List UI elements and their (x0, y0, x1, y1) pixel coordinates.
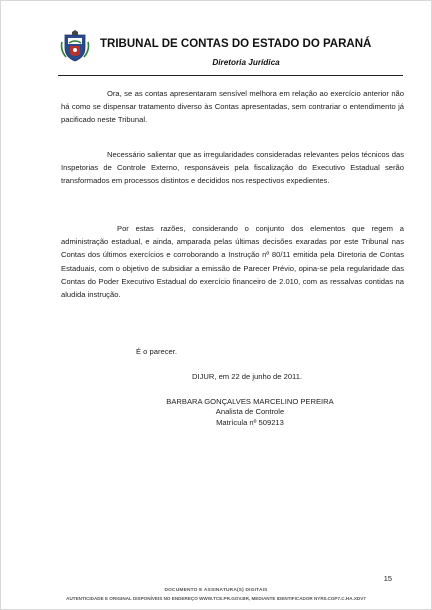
signatory-registration: Matrícula nº 509213 (216, 417, 284, 427)
signature-block (150, 397, 350, 428)
header-title: TRIBUNAL DE CONTAS DO ESTADO DO PARANÁ (100, 38, 372, 50)
closing-statement: É o parecer. (136, 347, 177, 356)
header-subtitle: Diretoria Jurídica (212, 58, 280, 67)
footer-authenticity-note: AUTENTICIDADE E ORIGINAL DISPONÍVEIS NO ENDEREÇO WWW.TCE.PR.GOV.BR, MEDIANTE IDENTIFICADOR NYR0.CGP7.C.HA.XDV7 (66, 596, 366, 601)
signatory-name: BARBARA GONÇALVES MARCELINO PEREIRA (166, 397, 334, 406)
page-number: 15 (383, 574, 392, 583)
paragraph-2: Necessário salientar que as irregularidades consideradas relevantes pelos técnicos das Inspetorias de Controle Externo, responsáveis pela fiscalização do Executivo Estadual serão transformados em processos distintos e decididos nos respectivos expedientes. (61, 150, 404, 186)
date-line: DIJUR, em 22 de junho de 2011. (192, 372, 303, 381)
header-divider (58, 75, 403, 76)
paragraph-1: Ora, se as contas apresentaram sensível melhora em relação ao exercício anterior não há como se dispensar tratamento diverso às Contas apresentadas, sem contrariar o entendimento já pacificado neste Tribunal. (61, 89, 404, 125)
footer-digital-signature-note: DOCUMENTO E ASSINATURA(S) DIGITAIS (164, 588, 268, 593)
paragraph-3: Por estas razões, considerando o conjunto dos elementos que regem a administração estadual, e ainda, amparada pelas últimas decisões exaradas por este Tribunal nas Contas dos últimos exercícios e corroborando a Instrução nº 80/11 emitida pela Diretoria de Contas Estaduais, com o objetivo de subsidiar a emissão de Parecer Prévio, opina-se pela regularidade das Contas do Poder Executivo Estadual do exercício financeiro de 2.010, com as ressalvas contidas na aludida instrução. (61, 224, 404, 300)
signatory-role: Analista de Controle (215, 407, 285, 417)
